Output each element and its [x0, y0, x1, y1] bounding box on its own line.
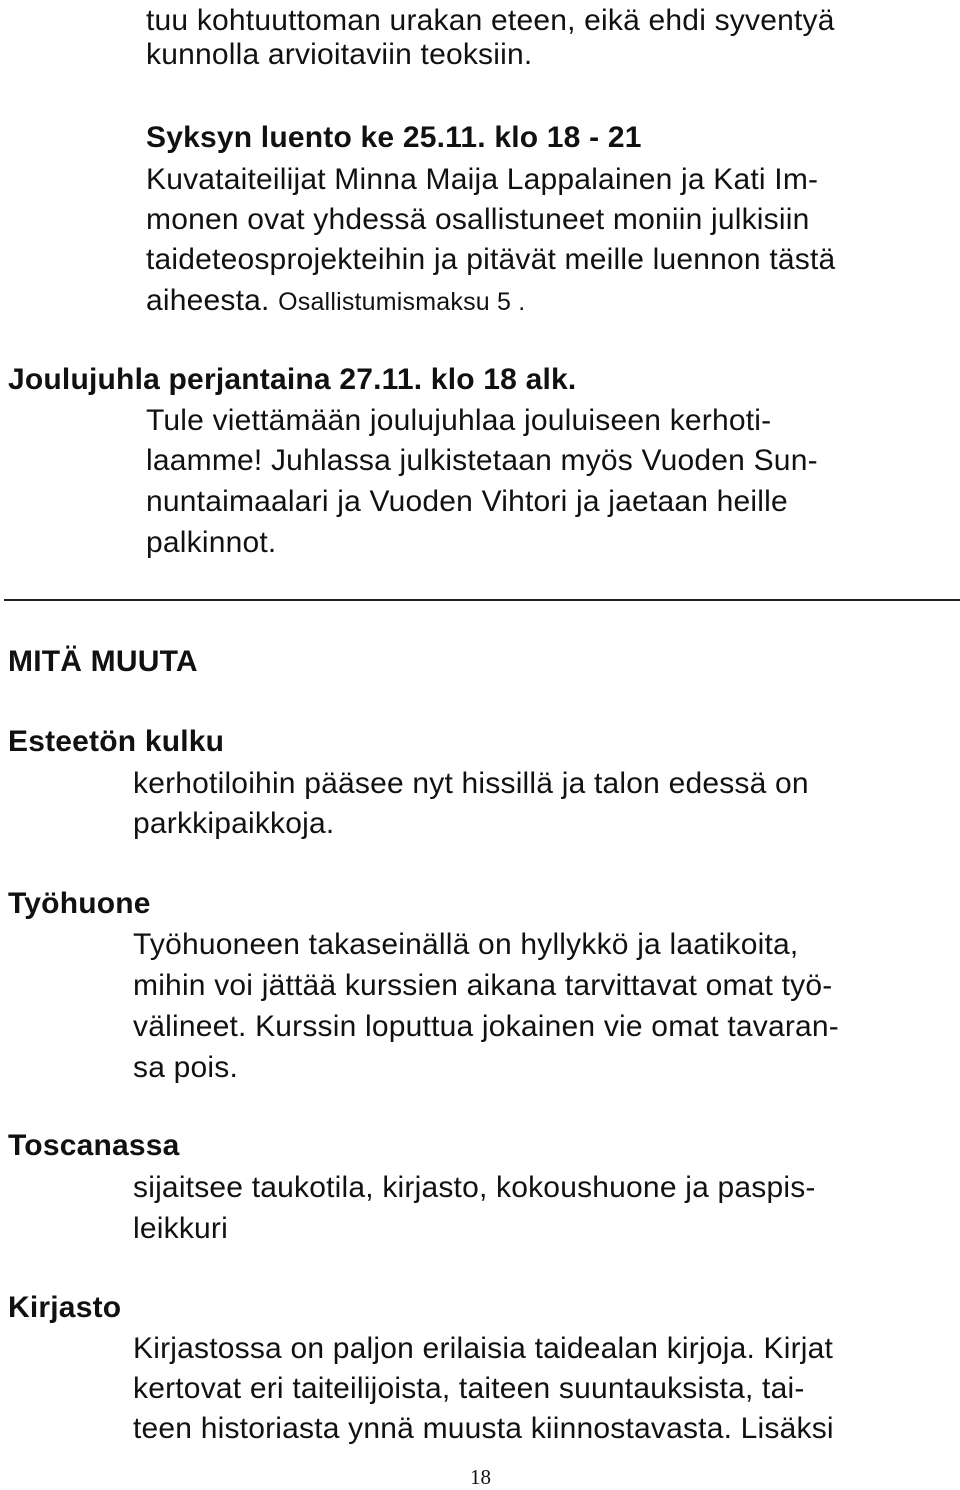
workroom-title: Työhuone	[8, 887, 151, 920]
library-line-2: kertovat eri taiteilijoista, taiteen suuntauksista, tai-	[133, 1372, 805, 1405]
fee-text: Osallistumismaksu 5 .	[278, 288, 526, 316]
toscana-title: Toscanassa	[8, 1129, 180, 1162]
workroom-line-1: Työhuoneen takaseinällä on hyllykkö ja laatikoita,	[133, 928, 799, 961]
workroom-line-3: välineet. Kurssin loputtua jokainen vie omat tavaran-	[133, 1010, 839, 1043]
lecture-heading: Syksyn luento ke 25.11. klo 18 - 21	[146, 121, 642, 154]
party-heading: Joulujuhla perjantaina 27.11. klo 18 alk.	[8, 363, 577, 396]
lecture-line-2: monen ovat yhdessä osallistuneet moniin julkisiin	[146, 203, 810, 236]
party-line-1: Tule viettämään joulujuhlaa jouluiseen kerhoti-	[146, 404, 772, 437]
section-divider	[4, 599, 960, 601]
lecture-line-3: taideteosprojekteihin ja pitävät meille luennon tästä	[146, 243, 836, 276]
workroom-line-2: mihin voi jättää kurssien aikana tarvittavat omat työ-	[133, 969, 833, 1002]
library-line-1: Kirjastossa on paljon erilaisia taidealan kirjoja. Kirjat	[133, 1332, 834, 1365]
access-title: Esteetön kulku	[8, 725, 225, 758]
access-line-2: parkkipaikkoja.	[133, 807, 335, 840]
library-line-3: teen historiasta ynnä muusta kiinnostavasta. Lisäksi	[133, 1412, 834, 1445]
party-line-4: palkinnot.	[146, 526, 277, 559]
party-line-2: laamme! Juhlassa julkistetaan myös Vuoden Sun-	[146, 444, 818, 477]
page-number: 18	[470, 1465, 491, 1489]
lecture-line-1: Kuvataiteilijat Minna Maija Lappalainen ja Kati Im-	[146, 163, 819, 196]
intro-line-1: tuu kohtuuttoman urakan eteen, eikä ehdi syventyä	[146, 4, 835, 37]
party-line-3: nuntaimaalari ja Vuoden Vihtori ja jaetaan heille	[146, 485, 788, 518]
other-heading: MITÄ MUUTA	[8, 645, 198, 678]
lecture-line-4-text: aiheesta.	[146, 284, 270, 317]
library-title: Kirjasto	[8, 1291, 122, 1324]
workroom-line-4: sa pois.	[133, 1051, 238, 1084]
intro-line-2: kunnolla arvioitaviin teoksiin.	[146, 38, 533, 71]
lecture-line-4	[146, 280, 525, 323]
toscana-line-1: sijaitsee taukotila, kirjasto, kokoushuone ja paspis-	[133, 1171, 816, 1204]
toscana-line-2: leikkuri	[133, 1212, 228, 1245]
access-line-1: kerhotiloihin pääsee nyt hissillä ja talon edessä on	[133, 767, 809, 800]
